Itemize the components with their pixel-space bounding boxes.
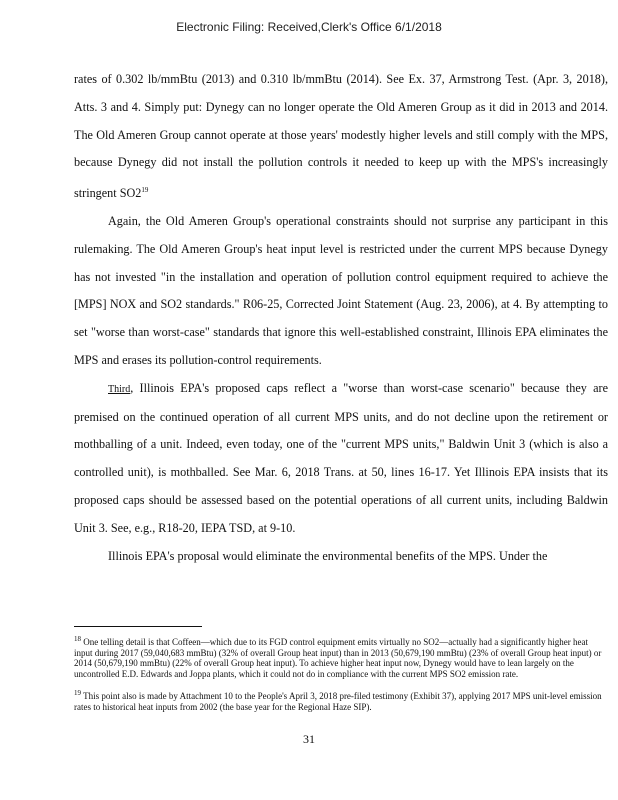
footnote-18-text: One telling detail is that Coffeen—which due to its FGD control equipment emits virtually no SO2—actually had a significantly higher heat input during 2017 (59,040,683 mmBtu) (32% of overall Group heat input) than in 2013 (50,679,190 mmBtu) (23% of overall Group heat input) or 2014 (50,679,190 mmBtu) (22% of overall Group heat input). To achieve higher heat input now, Dynegy would have to lean largely on the uncontrolled E.D. Edwards and Joppa plants, which it could not do in compliance with the current MPS SO2 emission rate.: [74, 637, 602, 679]
footnotes: [74, 626, 608, 722]
paragraph-2: Again, the Old Ameren Group's operational constraints should not surprise any participant in this rulemaking. The Old Ameren Group's heat input level is restricted under the current MPS because Dynegy has not invested "in the installation and operation of pollution control equipment required to achieve the [MPS] NOX and SO2 standards." R06-25, Corrected Joint Statement (Aug. 23, 2006), at 4. By attempting to set "worse than worst-case" standards that ignore this well-established constraint, Illinois EPA eliminates the MPS and erases its pollution-control requirements.: [74, 214, 608, 368]
document-body: [74, 66, 608, 570]
paragraph-3-text: , Illinois EPA's proposed caps reflect a "worse than worst-case scenario" because they are premised on the continued operation of all current MPS units, and do not decline upon the retirement or mothballing of a unit. Indeed, even today, one of the "current MPS units," Baldwin Unit 3 (which is also a controlled unit), is mothballed. See Mar. 6, 2018 Trans. at 50, lines 16-17. Yet Illinois EPA insists that its proposed caps should be assessed based on the potential operations of all current units, including Baldwin Unit 3. See, e.g., R18-20, IEPA TSD, at 9-10.: [74, 380, 608, 535]
footnote-19: [74, 688, 608, 712]
footnote-18-number: 18: [74, 635, 81, 643]
footnote-ref-19[interactable]: 19: [141, 186, 149, 195]
paragraph-1: [74, 66, 608, 208]
paragraph-3: [74, 375, 608, 543]
filing-header: Electronic Filing: Received,Clerk's Office 6/1/2018: [176, 20, 442, 34]
paragraph-4: Illinois EPA's proposal would eliminate the environmental benefits of the MPS. Under the: [108, 548, 548, 563]
footnote-18: [74, 634, 608, 679]
paragraph-1-text: rates of 0.302 lb/mmBtu (2013) and 0.310 lb/mmBtu (2014). See Ex. 37, Armstrong Test. (Apr. 3, 2018), Atts. 3 and 4. Simply put: Dynegy can no longer operate the Old Ameren Group as it did in 2013 and 2014. The Old Ameren Group cannot operate at those years' modestly higher levels and still comply with the MPS, because Dynegy did not install the pollution controls it needed to keep up with the MPS's increasingly stringent SO2: [74, 72, 608, 201]
page-number: 31: [303, 732, 315, 746]
footnote-19-number: 19: [74, 689, 81, 698]
paragraph-3-lead: Third: [108, 383, 131, 395]
footnote-separator: [74, 626, 202, 627]
footnote-19-text: This point also is made by Attachment 10 to the People's April 3, 2018 pre-filed testimony (Exhibit 37), applying 2017 MPS unit-level emission rates to historical heat inputs from 2002 (the base year for the Regional Haze SIP).: [74, 691, 602, 712]
